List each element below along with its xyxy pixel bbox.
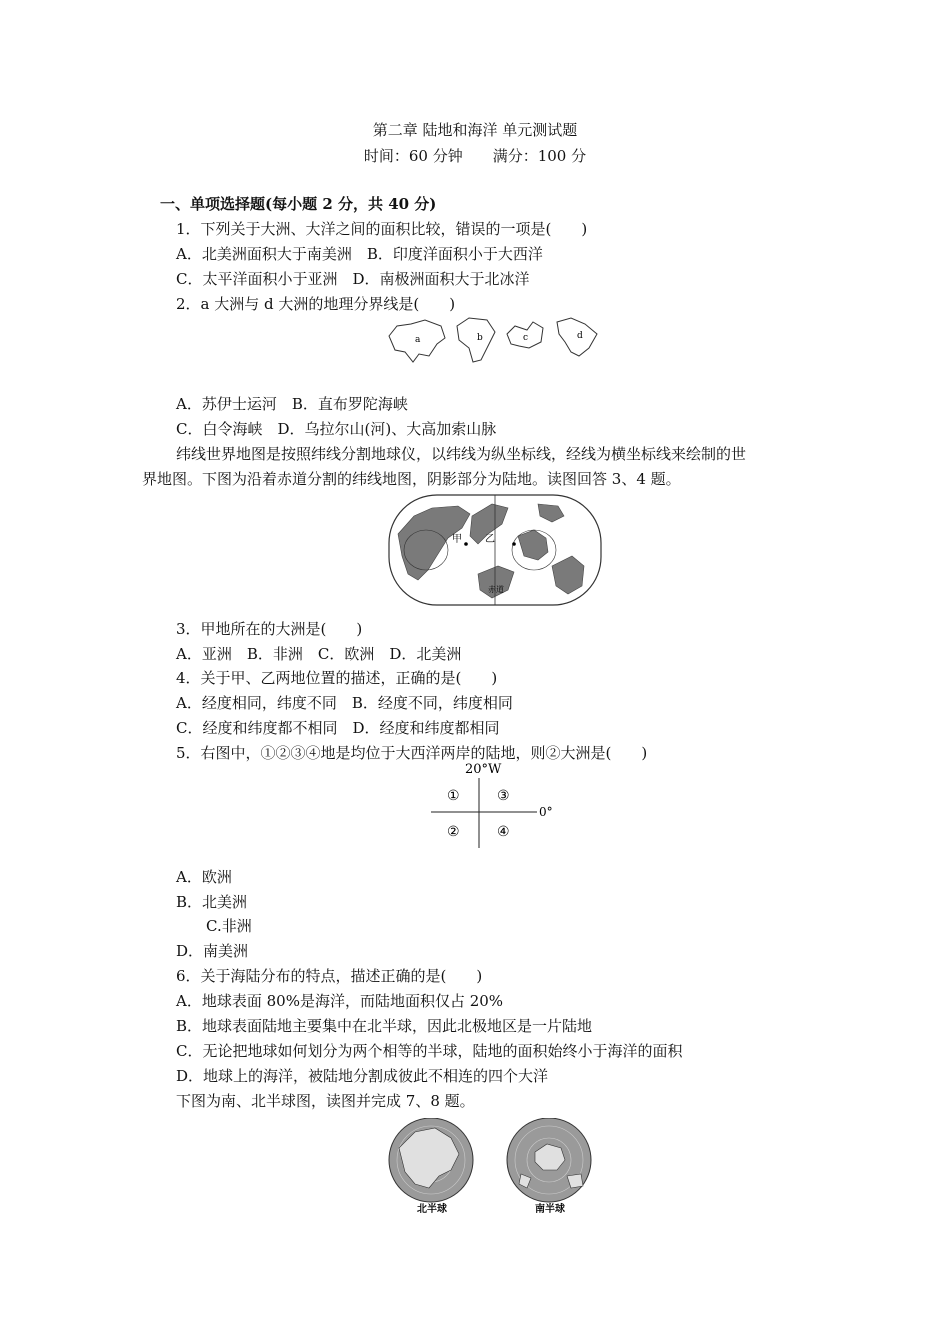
label-yi: 乙 [485, 534, 495, 545]
south-hemisphere-caption: 南半球 [535, 1204, 565, 1214]
question-4-options-ab: A．经度相同，纬度不同 B．经度不同，纬度相同 [176, 694, 513, 712]
label-equator: 赤道 [488, 585, 504, 594]
question-4-options-cd: C．经度和纬度都不相同 D．经度和纬度都相同 [176, 719, 500, 737]
northern-hemisphere-globe [389, 1118, 473, 1202]
quadrant-1: ① [447, 788, 460, 804]
intro-3-4-line-2: 界地图。下图为沿着赤道分割的纬线地图，阴影部分为陆地。读图回答 3、4 题。 [142, 470, 681, 488]
question-6-option-a: A．地球表面 80%是海洋，而陆地面积仅占 20% [176, 992, 504, 1010]
continents-figure [385, 312, 605, 368]
question-5-option-d: D．南美洲 [176, 942, 249, 960]
continent-label-a: a [415, 335, 421, 345]
section-heading: 一、单项选择题(每小题 2 分，共 40 分) [160, 195, 437, 213]
question-5-option-a: A．欧洲 [176, 868, 232, 886]
question-6-option-d: D．地球上的海洋，被陆地分割成彼此不相连的四个大洋 [176, 1067, 549, 1085]
question-5-option-b: B．北美洲 [176, 893, 248, 911]
continent-label-d: d [577, 331, 583, 341]
intro-7-8: 下图为南、北半球图，读图并完成 7、8 题。 [176, 1092, 475, 1110]
question-1-options-ab: A．北美洲面积大于南美洲 B．印度洋面积小于大西洋 [176, 245, 543, 263]
quadrant-figure [425, 758, 565, 852]
continent-label-c: c [523, 333, 529, 343]
latitude-world-map [388, 494, 602, 606]
question-4-stem: 4．关于甲、乙两地位置的描述，正确的是( ) [176, 669, 498, 687]
question-3-options: A．亚洲 B．非洲 C．欧洲 D．北美洲 [176, 645, 462, 663]
time-score-line: 时间：60 分钟 满分：100 分 [363, 147, 587, 165]
southern-hemisphere-globe [507, 1118, 591, 1202]
quadrant-3: ③ [497, 788, 510, 804]
question-2-options-cd: C．白令海峡 D．乌拉尔山(河)、大高加索山脉 [176, 420, 497, 438]
question-6-option-b: B．地球表面陆地主要集中在北半球，因此北极地区是一片陆地 [176, 1017, 593, 1035]
question-6-option-c: C．无论把地球如何划分为两个相等的半球，陆地的面积始终小于海洋的面积 [176, 1042, 683, 1060]
question-6-stem: 6．关于海陆分布的特点，描述正确的是( ) [176, 967, 483, 985]
continent-label-b: b [477, 333, 483, 343]
question-5-option-c: C.非洲 [206, 917, 252, 935]
question-5-stem: 5．右图中，①②③④地是均位于大西洋两岸的陆地，则②大洲是( ) [176, 744, 648, 762]
intro-3-4-line-1: 纬线世界地图是按照纬线分割地球仪，以纬线为纵坐标线，经线为横坐标线来绘制的世 [176, 445, 747, 463]
question-2-options-ab: A．苏伊士运河 B．直布罗陀海峡 [176, 395, 408, 413]
north-hemisphere-caption: 北半球 [417, 1204, 447, 1214]
question-3-stem: 3．甲地所在的大洲是( ) [176, 620, 363, 638]
hemispheres-figure [385, 1118, 595, 1214]
question-1-stem: 1．下列关于大洲、大洋之间的面积比较，错误的一项是( ) [176, 220, 588, 238]
label-jia: 甲 [452, 534, 462, 545]
quadrant-4: ④ [497, 824, 510, 840]
continent-b-shape [457, 318, 495, 362]
label-20w: 20°W [465, 762, 502, 777]
question-1-options-cd: C．太平洋面积小于亚洲 D．南极洲面积大于北冰洋 [176, 270, 530, 288]
question-2-stem: 2．a 大洲与 d 大洲的地理分界线是( ) [176, 295, 456, 313]
document-title: 第二章 陆地和海洋 单元测试题 [372, 121, 578, 139]
quadrant-2: ② [447, 824, 460, 840]
label-0: 0° [539, 805, 553, 819]
